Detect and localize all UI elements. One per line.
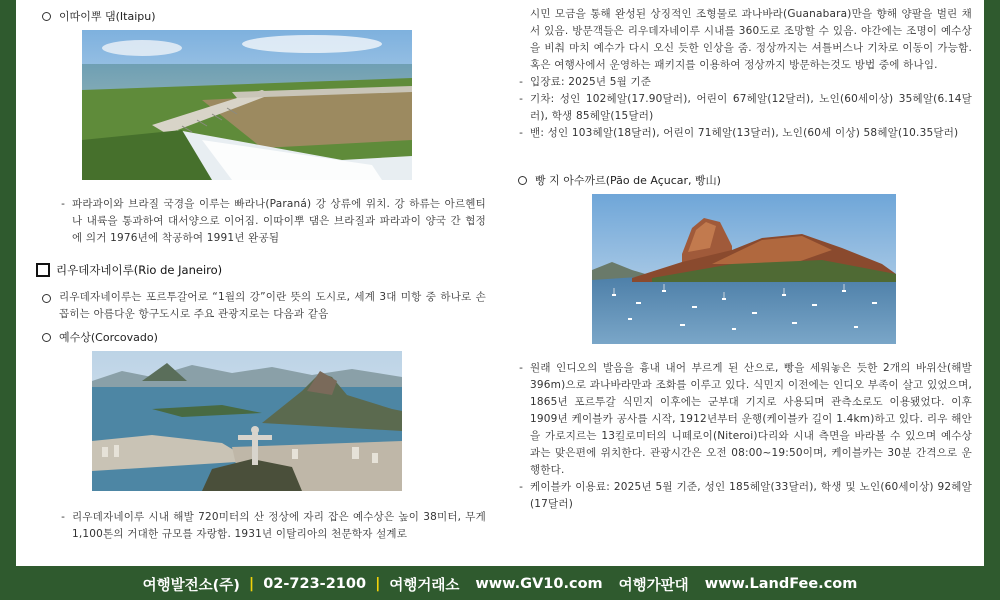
circle-bullet-icon [518,176,527,185]
cable-fee-item: - 케이블카 이용료: 2025년 5월 기준, 성인 185헤알(33달러), 학생 및 노인(60세이상) 92헤알(17달러) [512,479,972,513]
corcovado-desc-text: 리우데자네이루 시내 해발 720미터의 산 정상에 자리 잡은 예수상은 높이 38미터, 무게 1,100톤의 거대한 규모를 자랑함. 1931년 이탈리아의 천문학자 설계로 [72,511,486,540]
footer-market-label: 여행가판대 [618,577,689,594]
rio-heading-text: 리우데자네이루(Rio de Janeiro) [56,263,223,277]
corcovado-continued: 시민 모금을 통해 완성된 상징적인 조형물로 과나바라(Guanabara)만을 향해 양팔을 벌린 채 서 있음. 방문객들은 리우데자네이루 시내를 360도로 조망할 수 있음. 야간에는 조명이 예수상을 비춰 마치 예수가 다시 오신 듯한 인상을 줌. 정상까지는 셔틀버스나 기차로 이동이 가능함. 혹은 여행사에서 운영하는 패키지를 이용하여 정상까지 방문하는것도 방법 중에 하나임. [530,8,972,71]
corcovado-heading-text: 예수상(Corcovado) [59,331,158,344]
sugarloaf-photo [592,194,896,344]
sugarloaf-heading-text: 빵 지 아수까르(Pão de Açucar, 빵山) [535,174,721,187]
left-column [36,8,486,543]
footer-market-url[interactable]: www.LandFee.com [704,576,858,592]
right-column [512,6,972,513]
corcovado-heading [36,329,486,345]
footer-separator: | [375,576,381,592]
circle-bullet-icon [42,12,51,21]
footer-phone: 02-723-2100 [263,576,367,592]
document-page [16,0,984,566]
cable-fee-text: 케이블카 이용료: 2025년 5월 기준, 성인 185헤알(33달러), 학생 및 노인(60세이상) 92헤알(17달러) [530,481,972,510]
fee-train-text: 기차: 성인 102헤알(17.90달러), 어린이 67헤알(12달러), 노인(60세이상) 35헤알(6.14달러), 학생 85헤알(15달러) [530,93,972,122]
itaipu-description: - 파라과이와 브라질 국경을 이루는 빠라나(Paraná) 강 상류에 위치. 강 하류는 아르헨티나 내륙을 통과하여 대서양으로 이어짐. 이따이뿌 댐은 브라질과 파라과이 양국 간 협정에 의거 1976년에 착공하여 1991년 완공됨 [36,196,486,247]
sugarloaf-description: - 원래 인디오의 발음을 흉내 내어 부르게 된 산으로, 빵을 세워놓은 듯한 2개의 바위산(해발 396m)으로 과나바라만과 조화를 이루고 있다. 식민지 이전에는 인디오 부족이 살고 있었으며, 1865년 포르투갈 식민지 이후에는 군부대 기지로 사용되며 관측소로도 이용됐었다. 이후 1909년 케이블카 공사를 시작, 1912년부터 운행(케이블카 길이 1.4km)하고 있다. 리우 해안을 가로지르는 13킬로미터의 니떼로이(Niteroi)다리와 시내 측면을 바라볼 수 있으며 예수상과는 맞은편에 위치한다. 관광시간은 오전 08:00~19:50이며, 케이블카는 30분 간격으로 운행한다. [512,360,972,479]
itaipu-dam-photo [82,30,412,180]
rio-desc-text: 리우데자네이루는 포르투갈어로 “1월의 강”이란 뜻의 도시로, 세계 3대 미항 중 하나로 손꼽히는 아름다운 항구도시로 주요 관광지로는 다음과 같음 [59,291,486,320]
corcovado-photo [92,351,402,491]
rio-section-heading [36,261,486,279]
circle-bullet-icon [42,294,51,303]
itaipu-heading-text: 이따이뿌 댐(Itaipu) [59,10,156,23]
footer-bar [0,568,1000,600]
footer-company: 여행발전소(주) [142,577,240,594]
fee-van-item: - 밴: 성인 103헤알(18달러), 어린이 71헤알(13달러), 노인(60세 이상) 58헤알(10.35달러) [512,125,972,142]
sugarloaf-desc-text: 원래 인디오의 발음을 흉내 내어 부르게 된 산으로, 빵을 세워놓은 듯한 2개의 바위산(해발 396m)으로 과나바라만과 조화를 이루고 있다. 식민지 이전에는 인디오 부족이 살고 있었으며, 1865년 포르투갈 식민지 이후에는 군부대 기지로 사용되며 관측소로도 이용됐었다. 이후 1909년 케이블카 공사를 시작, 1912년부터 운행(케이블카 길이 1.4km)하고 있다. 리우 해안을 가로지르는 13킬로미터의 니떼로이(Niteroi)다리와 시내 측면을 바라볼 수 있으며 예수상과는 맞은편에 위치한다. 관광시간은 오전 08:00~19:50이며, 케이블카는 30분 간격으로 운행한다. [530,362,972,476]
footer-exchange-url[interactable]: www.GV10.com [475,576,603,592]
footer-separator: | [248,576,255,592]
fee-van-text: 밴: 성인 103헤알(18달러), 어린이 71헤알(13달러), 노인(60세 이상) 58헤알(10.35달러) [530,127,959,139]
corcovado-description: - 리우데자네이루 시내 해발 720미터의 산 정상에 자리 잡은 예수상은 높이 38미터, 무게 1,100톤의 거대한 규모를 자랑함. 1931년 이탈리아의 천문학자 설계로 [36,509,486,543]
fee-train-item: - 기차: 성인 102헤알(17.90달러), 어린이 67헤알(12달러), 노인(60세이상) 35헤알(6.14달러), 학생 85헤알(15달러) [512,91,972,125]
fee-date-item: - 입장료: 2025년 5월 기준 [512,74,972,91]
square-checkbox-icon [36,263,50,277]
itaipu-desc-text: 파라과이와 브라질 국경을 이루는 빠라나(Paraná) 강 상류에 위치. 강 하류는 아르헨티나 내륙을 통과하여 대서양으로 이어짐. 이따이뿌 댐은 브라질과 파라과이 양국 간 협정에 의거 1976년에 착공하여 1991년 완공됨 [72,198,486,244]
circle-bullet-icon [42,333,51,342]
fee-date-text: 입장료: 2025년 5월 기준 [530,76,652,88]
sugarloaf-heading [512,172,972,188]
itaipu-heading [36,8,486,24]
footer-exchange-label: 여행거래소 [389,577,460,594]
rio-description [36,289,486,323]
